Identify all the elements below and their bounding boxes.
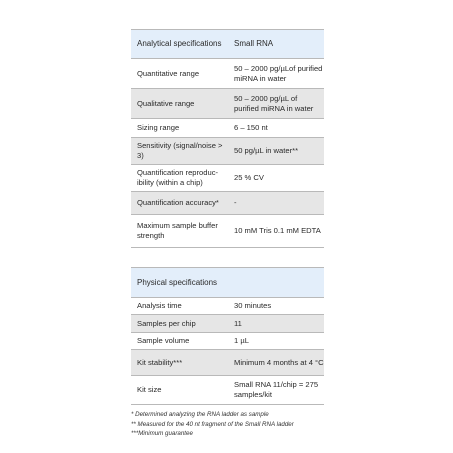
spec-label: Sensitivity (signal/noise > 3) — [131, 138, 231, 165]
table-row — [131, 376, 324, 405]
spec-value: 10 mM Tris 0.1 mM EDTA — [231, 215, 324, 248]
spec-label: Quantification accuracy* — [131, 192, 231, 215]
footnote-guarantee: ***Minimum guarantee — [131, 430, 193, 437]
footnotes — [131, 410, 371, 439]
specifications-table — [131, 29, 324, 405]
table-row — [131, 333, 324, 350]
table-row — [131, 59, 324, 89]
physical-header-label: Physical specifications — [131, 268, 231, 298]
spec-value: Minimum 4 months at 4 °C — [231, 350, 324, 376]
spec-label: Samples per chip — [131, 315, 231, 333]
physical-header-product — [231, 268, 324, 298]
spec-value: 50 – 2000 pg/µL of purified miRNA in water — [231, 89, 324, 119]
table-row — [131, 350, 324, 376]
table-row — [131, 138, 324, 165]
spec-label: Sample volume — [131, 333, 231, 350]
spec-label: Sizing range — [131, 119, 231, 138]
spec-value: 1 µL — [231, 333, 324, 350]
spec-label: Maximum sample buffer strength — [131, 215, 231, 248]
spec-label: Quantitative range — [131, 59, 231, 89]
analytical-header-product: Small RNA — [231, 30, 324, 59]
spec-value: 50 – 2000 pg/µLof purified miRNA in water — [231, 59, 324, 89]
analytical-header-row — [131, 30, 324, 59]
spec-value: - — [231, 192, 324, 215]
table-row — [131, 89, 324, 119]
spec-label: Qualitative range — [131, 89, 231, 119]
analytical-header-label: Analytical specifications — [131, 30, 231, 59]
spec-value: Small RNA 11/chip = 275 samples/kit — [231, 376, 324, 405]
footnote-ladder: * Determined analyzing the RNA ladder as sample — [131, 411, 269, 418]
physical-header-row — [131, 268, 324, 298]
table-row — [131, 165, 324, 192]
spec-value: 30 minutes — [231, 298, 324, 315]
spec-label: Quantification reproduc- ibility (within a chip) — [131, 165, 231, 192]
spec-label: Kit stability*** — [131, 350, 231, 376]
spec-value: 11 — [231, 315, 324, 333]
table-row — [131, 315, 324, 333]
spec-value: 25 % CV — [231, 165, 324, 192]
table-row — [131, 298, 324, 315]
spec-label: Analysis time — [131, 298, 231, 315]
footnote-fragment: ** Measured for the 40 nt fragment of the Small RNA ladder — [131, 420, 294, 428]
table-row — [131, 119, 324, 138]
table-row — [131, 215, 324, 248]
spacer-row — [131, 248, 324, 268]
table-row — [131, 192, 324, 215]
spec-label: Kit size — [131, 376, 231, 405]
spec-value: 50 pg/µL in water** — [231, 138, 324, 165]
spec-value: 6 – 150 nt — [231, 119, 324, 138]
